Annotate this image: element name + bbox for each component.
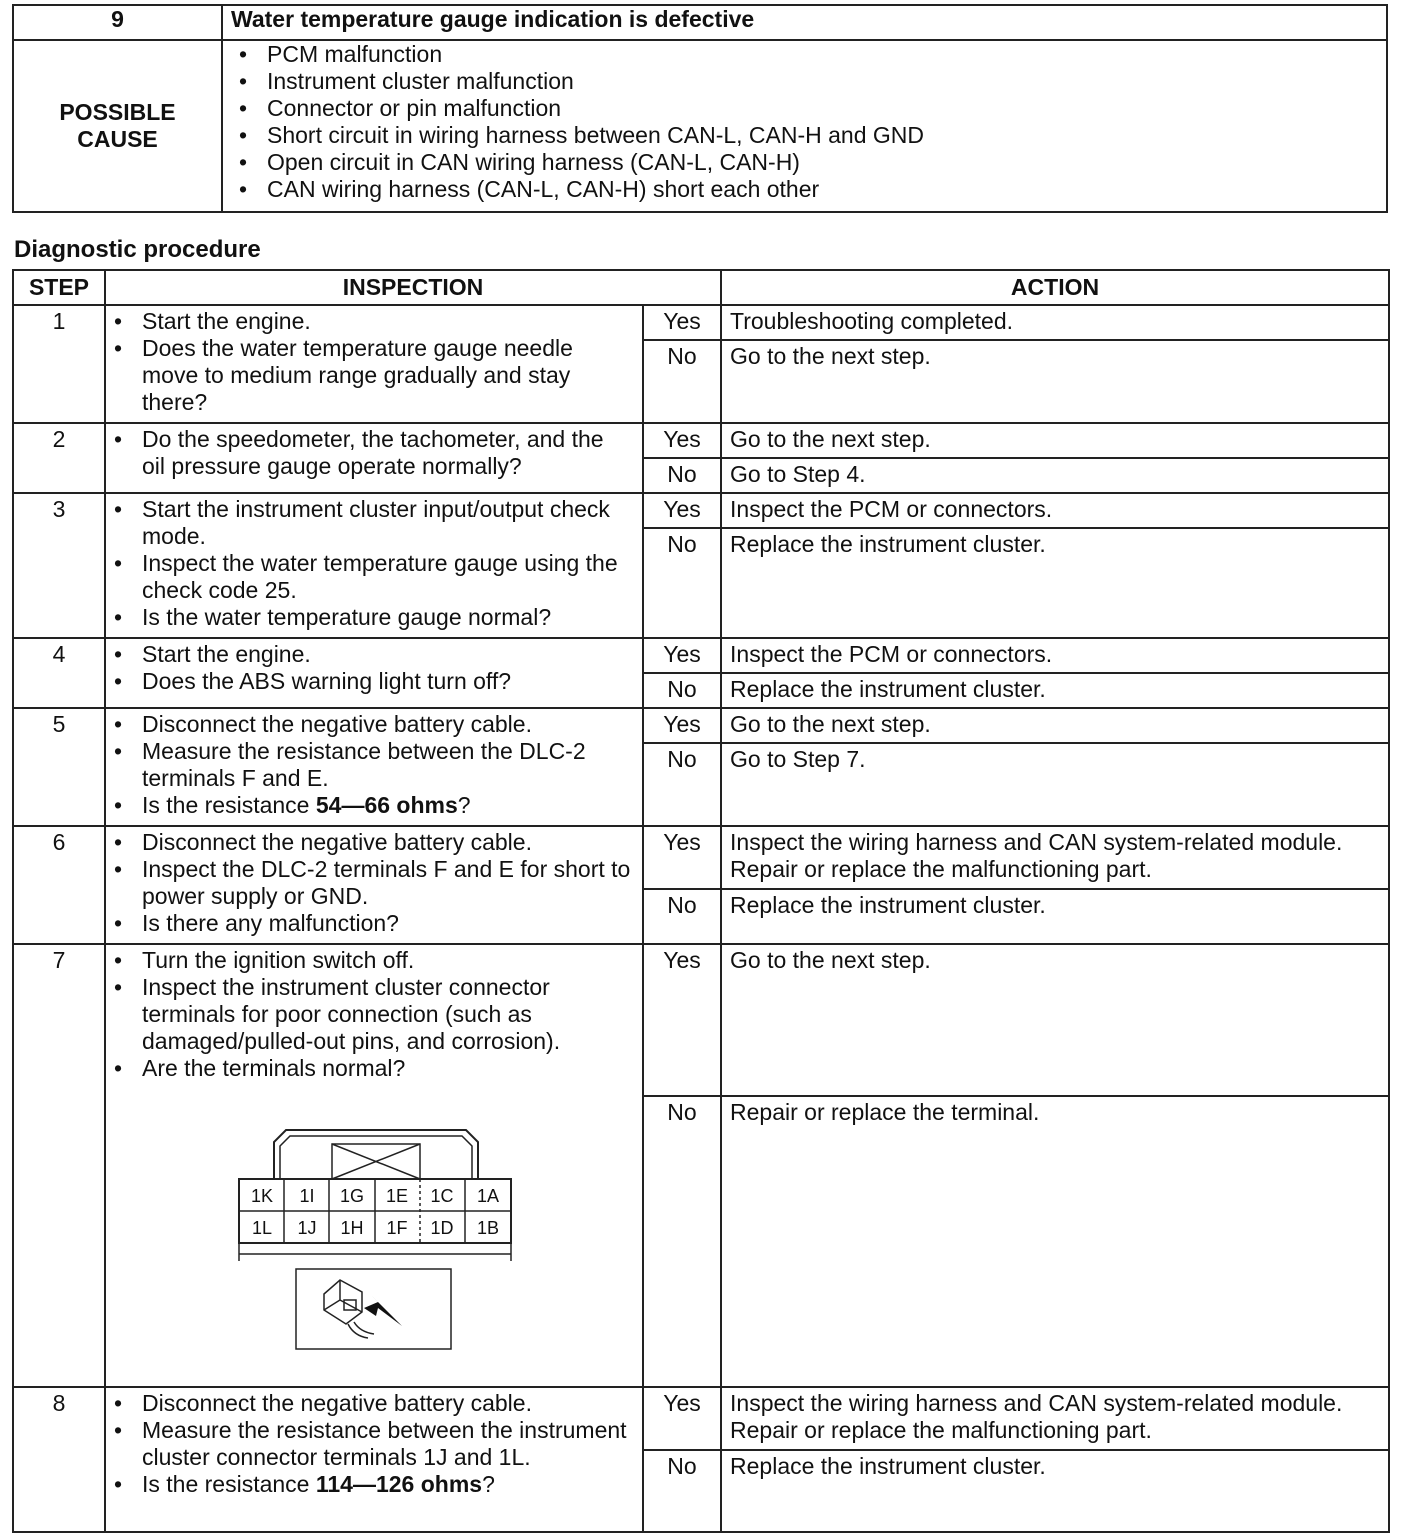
inspection-text: Is the resistance (142, 1471, 316, 1497)
no-label: No (643, 889, 721, 944)
yes-action-line: Repair or replace the malfunctioning part. (730, 856, 1152, 882)
cause-label-line1: POSSIBLE (59, 99, 176, 125)
yes-action (721, 1387, 1389, 1450)
yes-action: Inspect the PCM or connectors. (721, 638, 1389, 673)
step-number: 8 (13, 1387, 105, 1532)
inspection-item: • Measure the resistance between the instrument cluster connector terminals 1J and 1L. (106, 1417, 632, 1471)
cause-item: • PCM malfunction (231, 41, 1378, 68)
yes-action: Go to the next step. (721, 708, 1389, 743)
no-action: Replace the instrument cluster. (721, 889, 1389, 944)
step-number: 4 (13, 638, 105, 708)
step-inspection (105, 708, 643, 826)
step-inspection (105, 638, 643, 708)
cause-label-line2: CAUSE (77, 126, 158, 152)
inspection-item: • Measure the resistance between the DLC-2 terminals F and E. (106, 738, 632, 792)
table-row (13, 1387, 1389, 1450)
step-number: 1 (13, 305, 105, 423)
pin-label: 1K (250, 1186, 274, 1206)
cause-list (231, 41, 1378, 203)
inspection-item: • Start the engine. (106, 308, 632, 335)
pin-label: 1F (386, 1218, 408, 1238)
pin-label: 1J (297, 1218, 317, 1238)
symptom-table (12, 4, 1388, 213)
connector-latch-outline (274, 1130, 478, 1179)
yes-action-line: Inspect the wiring harness and CAN system-related module. (730, 829, 1343, 855)
step-inspection (105, 305, 643, 423)
step-number: 3 (13, 493, 105, 638)
yes-action-line: Inspect the wiring harness and CAN system-related module. (730, 1390, 1343, 1416)
cause-item: • Instrument cluster malfunction (231, 68, 1378, 95)
inspection-item: • Disconnect the negative battery cable. (106, 711, 632, 738)
inspection-text: ? (457, 792, 471, 818)
table-row (13, 423, 1389, 458)
connector-diagram (106, 1082, 632, 1384)
pin-label: 1C (430, 1186, 454, 1206)
pin-label: 1H (340, 1218, 364, 1238)
inspection-item (106, 1471, 632, 1498)
table-row (13, 944, 1389, 1096)
yes-label: Yes (643, 305, 721, 340)
yes-action: Troubleshooting completed. (721, 305, 1389, 340)
yes-label: Yes (643, 493, 721, 528)
inspection-item: • Turn the ignition switch off. (106, 947, 632, 974)
no-action: Go to Step 7. (721, 743, 1389, 826)
connector-latch-inner (280, 1136, 472, 1179)
connector-base (239, 1243, 511, 1261)
table-row (13, 638, 1389, 673)
cause-item: • Short circuit in wiring harness between CAN-L, CAN-H and GND (231, 122, 1378, 149)
pin-label: 1L (251, 1218, 273, 1238)
table-row (13, 305, 1389, 340)
yes-action: Inspect the PCM or connectors. (721, 493, 1389, 528)
yes-action (721, 826, 1389, 889)
no-label: No (643, 1096, 721, 1387)
step-inspection (105, 423, 643, 493)
pin-label: 1E (385, 1186, 409, 1206)
inspection-item: • Inspect the DLC-2 terminals F and E for short to power supply or GND. (106, 856, 632, 910)
yes-label: Yes (643, 1387, 721, 1450)
cause-item: • Open circuit in CAN wiring harness (CAN-L, CAN-H) (231, 149, 1378, 176)
no-label: No (643, 528, 721, 638)
header-step: STEP (13, 270, 105, 305)
no-label: No (643, 1450, 721, 1532)
inspection-item: • Inspect the instrument cluster connector terminals for poor connection (such as damaged/pulled-out pins, and corrosion). (106, 974, 632, 1055)
no-action: Go to the next step. (721, 340, 1389, 423)
cause-list-cell (222, 40, 1387, 212)
step-number: 6 (13, 826, 105, 944)
inspection-item (106, 792, 632, 819)
yes-label: Yes (643, 423, 721, 458)
pin-label: 1D (430, 1218, 454, 1238)
cause-item: • CAN wiring harness (CAN-L, CAN-H) short each other (231, 176, 1378, 203)
resistance-spec: 114—126 ohms (315, 1471, 483, 1497)
yes-action: Go to the next step. (721, 423, 1389, 458)
yes-label: Yes (643, 708, 721, 743)
inspection-item: • Start the instrument cluster input/output check mode. (106, 496, 632, 550)
table-row (13, 708, 1389, 743)
section-title: Diagnostic procedure (14, 236, 261, 263)
yes-label: Yes (643, 638, 721, 673)
step-number: 7 (13, 944, 105, 1387)
step-inspection (105, 1387, 643, 1532)
no-action: Replace the instrument cluster. (721, 528, 1389, 638)
step-number: 5 (13, 708, 105, 826)
symptom-number: 9 (13, 5, 222, 40)
no-label: No (643, 743, 721, 826)
inspection-item: • Is there any malfunction? (106, 910, 632, 937)
pin-label: 1B (476, 1218, 500, 1238)
arrow-icon (364, 1296, 402, 1326)
possible-cause-label (13, 40, 222, 212)
step-number: 2 (13, 423, 105, 493)
inspection-item: • Start the engine. (106, 641, 632, 668)
no-action: Replace the instrument cluster. (721, 673, 1389, 708)
step-inspection (105, 493, 643, 638)
pin-label: 1I (299, 1186, 315, 1206)
no-action: Repair or replace the terminal. (721, 1096, 1389, 1387)
no-label: No (643, 340, 721, 423)
inspection-item: • Disconnect the negative battery cable. (106, 829, 632, 856)
yes-action-line: Repair or replace the malfunctioning part. (730, 1417, 1152, 1443)
step-inspection (105, 944, 643, 1387)
inspection-text: ? (482, 1471, 495, 1497)
no-label: No (643, 673, 721, 708)
inspection-text: Is the resistance (142, 792, 316, 818)
cause-item: • Connector or pin malfunction (231, 95, 1378, 122)
yes-action: Go to the next step. (721, 944, 1389, 1096)
no-label: No (643, 458, 721, 493)
inspection-item: • Are the terminals normal? (106, 1055, 632, 1082)
pin-label: 1G (339, 1186, 365, 1206)
resistance-spec: 54—66 ohms (315, 792, 458, 818)
inspection-item: • Does the ABS warning light turn off? (106, 668, 632, 695)
table-row (13, 493, 1389, 528)
inspection-item: • Disconnect the negative battery cable. (106, 1390, 632, 1417)
symptom-title: Water temperature gauge indication is defective (222, 5, 1387, 40)
pin-label: 1A (476, 1186, 500, 1206)
table-row (13, 826, 1389, 889)
no-action: Go to Step 4. (721, 458, 1389, 493)
inspection-item: • Does the water temperature gauge needle move to medium range gradually and stay there? (106, 335, 632, 416)
inspection-item: • Do the speedometer, the tachometer, and the oil pressure gauge operate normally? (106, 426, 632, 480)
header-inspection: INSPECTION (105, 270, 721, 305)
step-inspection (105, 826, 643, 944)
yes-label: Yes (643, 944, 721, 1096)
connector-svg (236, 1104, 526, 1352)
inspection-item: • Inspect the water temperature gauge using the check code 25. (106, 550, 632, 604)
diagnostic-table (12, 269, 1390, 1533)
no-action: Replace the instrument cluster. (721, 1450, 1389, 1532)
header-action: ACTION (721, 270, 1389, 305)
yes-label: Yes (643, 826, 721, 889)
inspection-item: • Is the water temperature gauge normal? (106, 604, 632, 631)
